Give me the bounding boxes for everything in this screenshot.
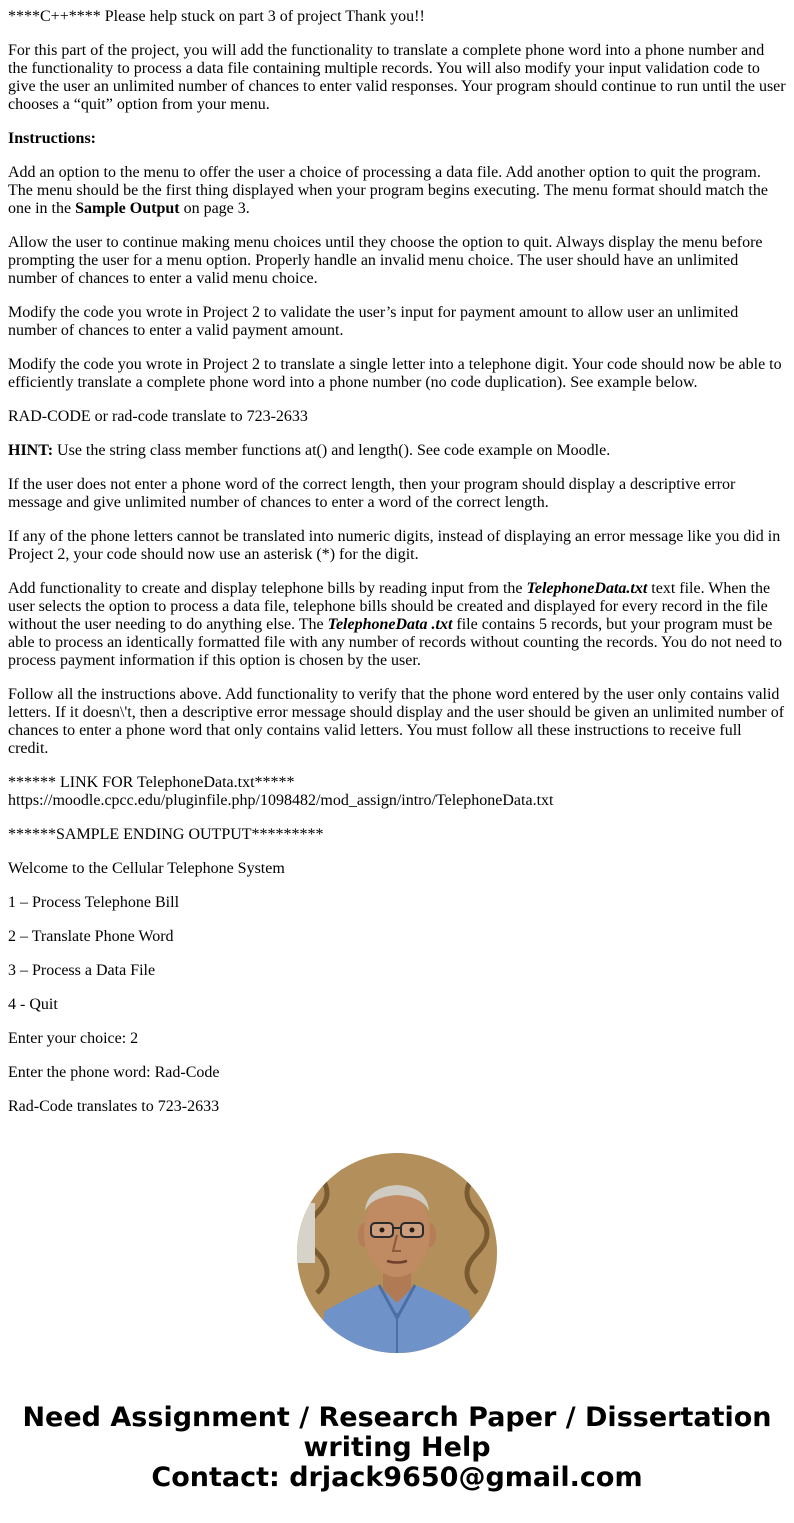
hint-text: Use the string class member functions at() and length(). See code example on Moodle. xyxy=(53,442,611,459)
sample-output-heading: ******SAMPLE ENDING OUTPUT********* xyxy=(8,826,324,843)
p8-part-c: file contains 5 records, but your program must be able to process an identically formatted file with any number of records without counting the records. You do not need to process payment information if this option is chosen by the user. xyxy=(8,616,783,669)
sample-line-phone-word: Enter the phone word: Rad-Code xyxy=(8,1064,220,1081)
p8-filename-2: TelephoneData .txt xyxy=(327,616,453,633)
instruction-paragraph-9: Follow all the instructions above. Add functionality to verify that the phone word entered by the user only contains valid letters. If it doesn\'t, then a descriptive error message should display and the user should be given an unlimited number of chances to enter a phone word that only contains valid letters. You must follow all these instructions to receive full credit. xyxy=(8,686,785,757)
example-line: RAD-CODE or rad-code translate to 723-2633 xyxy=(8,408,308,425)
instruction-paragraph-3: Modify the code you wrote in Project 2 to validate the user’s input for payment amount to allow user an unlimited number of chances to enter a valid payment amount. xyxy=(8,304,739,339)
instruction-paragraph-1 xyxy=(8,164,786,218)
portrait-image xyxy=(297,1153,497,1353)
document-body xyxy=(8,8,786,1132)
sample-line-option-4: 4 - Quit xyxy=(8,996,58,1013)
sample-line-option-2: 2 – Translate Phone Word xyxy=(8,928,174,945)
instruction-paragraph-6: If the user does not enter a phone word of the correct length, then your program should display a descriptive error message and give unlimited number of chances to enter a word of the correct length. xyxy=(8,476,736,511)
p1-after: on page 3. xyxy=(179,200,250,217)
question-title: ****C++**** Please help stuck on part 3 of project Thank you!! xyxy=(8,8,425,25)
instruction-paragraph-7: If any of the phone letters cannot be translated into numeric digits, instead of displaying an error message like you did in Project 2, your code should now use an asterisk (*) for the digit. xyxy=(8,528,781,563)
sample-line-welcome: Welcome to the Cellular Telephone System xyxy=(8,860,285,877)
instruction-paragraph-4: Modify the code you wrote in Project 2 to translate a single letter into a telephone digit. Your code should now be able to efficiently translate a complete phone word into a phone number (no code duplication). See example below. xyxy=(8,356,782,391)
instructions-heading-text: Instructions: xyxy=(8,130,97,147)
instruction-paragraph-2: Allow the user to continue making menu choices until they choose the option to quit. Always display the menu before prompting the user for a menu option. Properly handle an invalid menu choice. The user should have an unlimited number of chances to enter a valid menu choice. xyxy=(8,234,763,287)
instruction-paragraph-8 xyxy=(8,580,786,670)
sample-line-result: Rad-Code translates to 723-2633 xyxy=(8,1098,220,1115)
sample-line-choice: Enter your choice: 2 xyxy=(8,1030,139,1047)
ad-contact-line: Contact: drjack9650@gmail.com xyxy=(151,1462,643,1493)
ad-line-2: writing Help xyxy=(303,1432,491,1463)
data-file-url: https://moodle.cpcc.edu/pluginfile.php/1098482/mod_assign/intro/TelephoneData.txt xyxy=(8,792,554,809)
hint-label: HINT: xyxy=(8,442,54,459)
p1-bold: Sample Output xyxy=(75,200,180,217)
avatar xyxy=(297,1153,497,1353)
p8-part-a: Add functionality to create and display telephone bills by reading input from the xyxy=(8,580,527,597)
link-heading: ****** LINK FOR TelephoneData.txt***** xyxy=(8,774,295,791)
p1-before: Add an option to the menu to offer the user a choice of processing a data file. Add another option to quit the program. The menu should be the first thing displayed when your program begins executing. The menu format should match the one in the xyxy=(8,164,768,217)
link-block xyxy=(8,774,786,810)
hint-paragraph xyxy=(8,442,786,460)
intro-paragraph: For this part of the project, you will add the functionality to translate a complete phone word into a phone number and the functionality to process a data file containing multiple records. You will also modify your input validation code to give the user an unlimited number of chances to enter valid responses. Your program should continue to run until the user chooses a “quit” option from your menu. xyxy=(8,42,786,113)
advertisement-banner xyxy=(0,1403,794,1493)
p8-part-b: text file. When the user selects the option to process a data file, telephone bills should be created and displayed for every record in the file without the user needing to do anything else. The xyxy=(8,580,771,633)
p8-filename-1: TelephoneData.txt xyxy=(526,580,648,597)
sample-line-option-3: 3 – Process a Data File xyxy=(8,962,156,979)
ad-line-1: Need Assignment / Research Paper / Dissertation xyxy=(22,1402,772,1433)
instructions-heading xyxy=(8,130,786,148)
sample-line-option-1: 1 – Process Telephone Bill xyxy=(8,894,180,911)
